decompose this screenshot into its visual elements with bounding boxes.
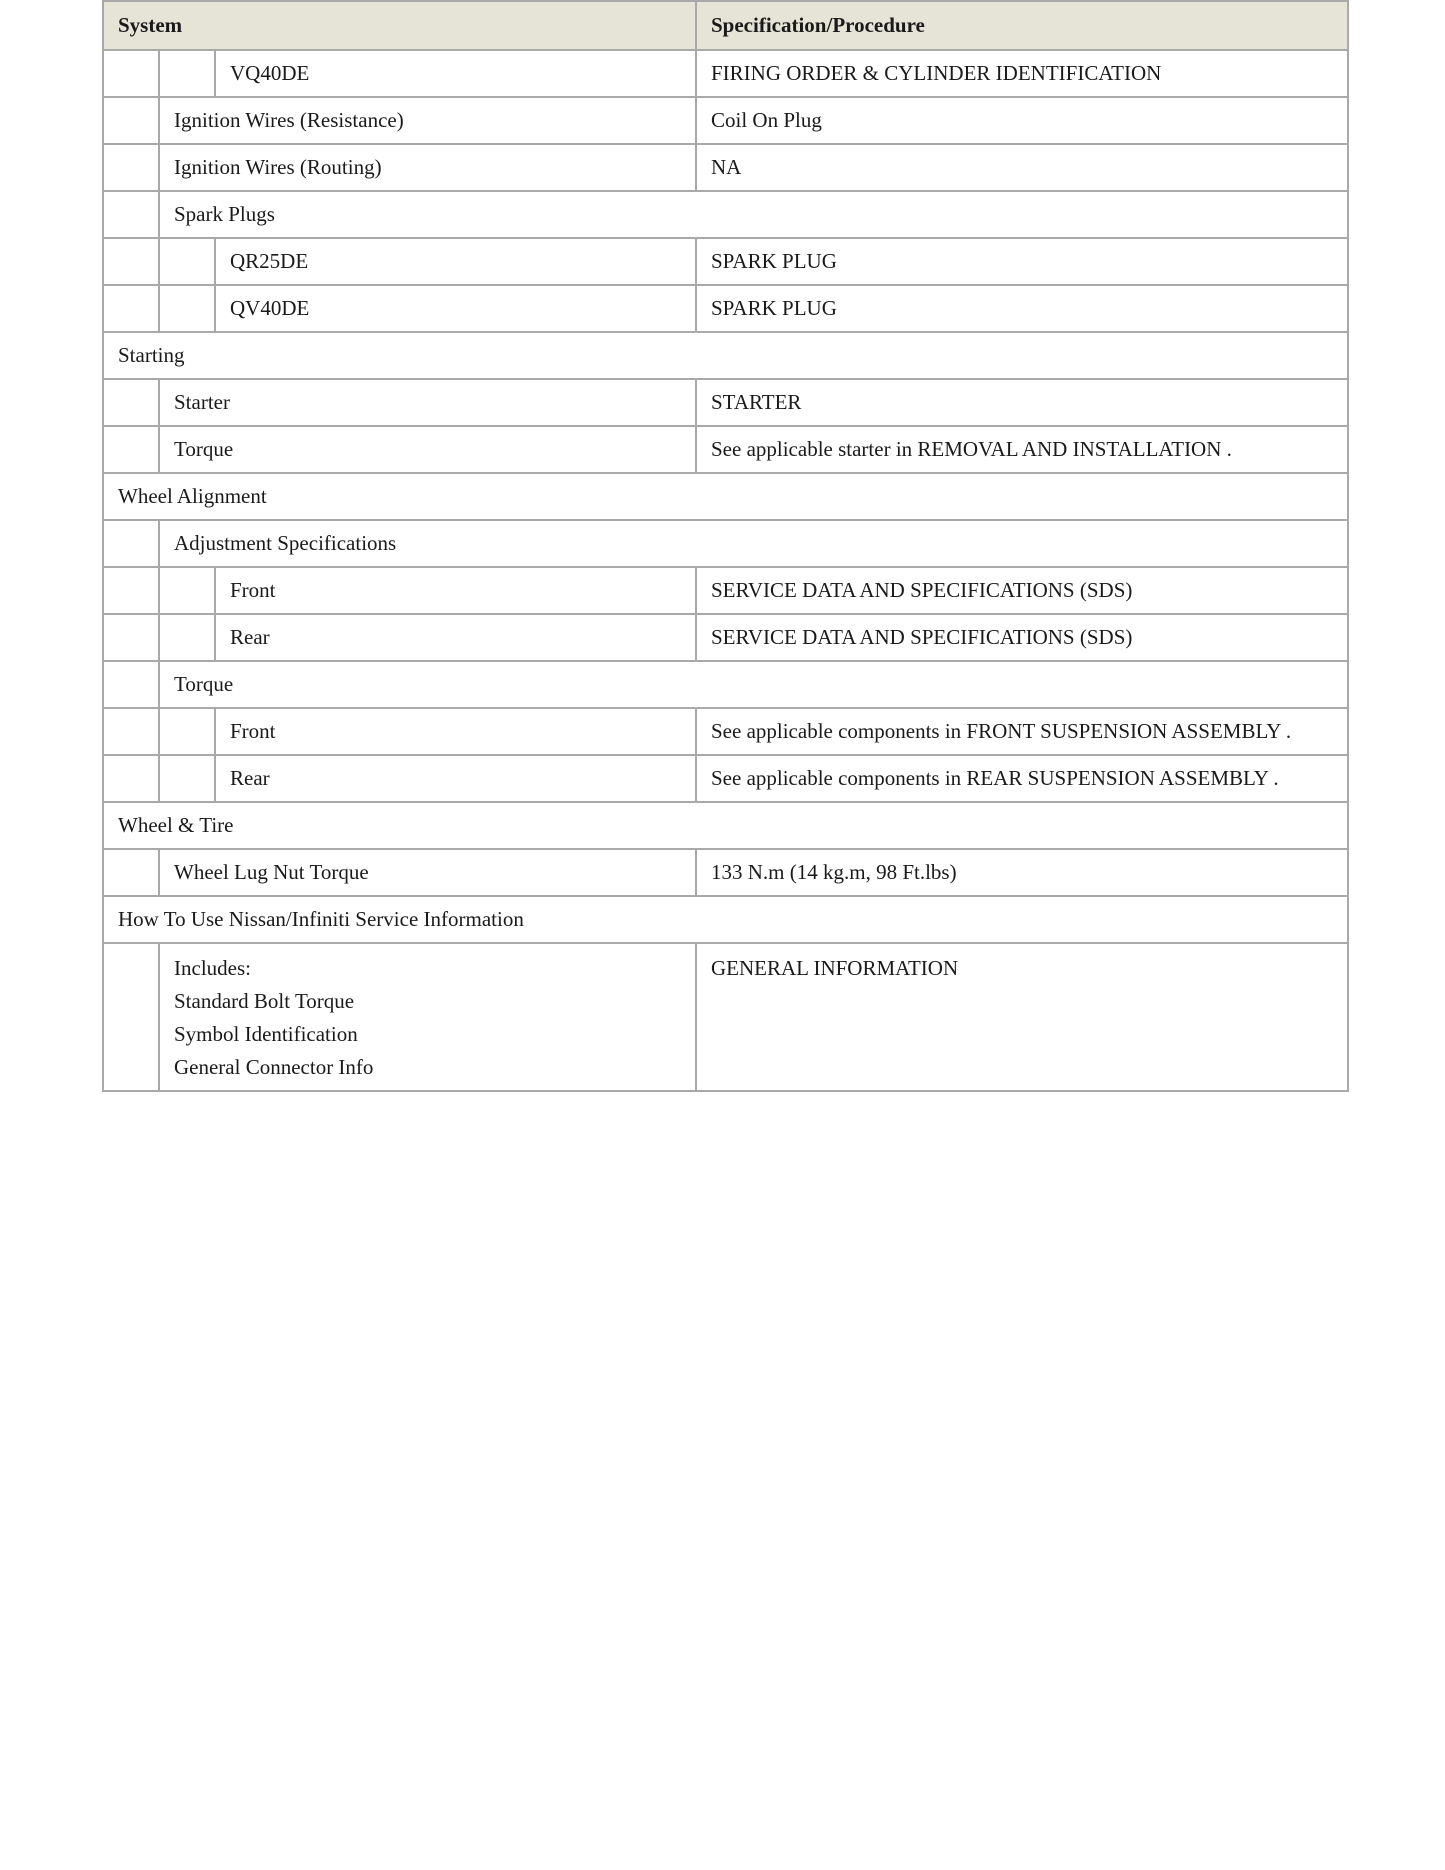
indent-cell: [103, 567, 159, 614]
subsection-label: Spark Plugs: [159, 191, 1348, 238]
row-label: Rear: [215, 614, 696, 661]
row-label: QV40DE: [215, 285, 696, 332]
table-row: [103, 238, 1348, 285]
indent-cell: [103, 379, 159, 426]
indent-cell: [159, 708, 215, 755]
table-row: [103, 426, 1348, 473]
indent-cell: [103, 849, 159, 896]
row-label: Front: [215, 708, 696, 755]
indent-cell: [159, 238, 215, 285]
indent-cell: [103, 708, 159, 755]
table-row: [103, 567, 1348, 614]
table-row: [103, 708, 1348, 755]
section-label: How To Use Nissan/Infiniti Service Information: [103, 896, 1348, 943]
indent-cell: [103, 144, 159, 191]
section-label: Starting: [103, 332, 1348, 379]
includes-line: Standard Bolt Torque: [174, 989, 355, 1013]
includes-line: Includes:: [174, 956, 251, 980]
indent-cell: [103, 50, 159, 97]
table-row: [103, 520, 1348, 567]
header-spec: Specification/Procedure: [696, 1, 1348, 50]
row-spec: See applicable components in REAR SUSPENSION ASSEMBLY .: [696, 755, 1348, 802]
includes-cell: [159, 943, 696, 1091]
row-spec: SERVICE DATA AND SPECIFICATIONS (SDS): [696, 567, 1348, 614]
row-spec: 133 N.m (14 kg.m, 98 Ft.lbs): [696, 849, 1348, 896]
table-row: [103, 50, 1348, 97]
row-label: QR25DE: [215, 238, 696, 285]
table-row: [103, 191, 1348, 238]
row-spec: NA: [696, 144, 1348, 191]
row-label: Wheel Lug Nut Torque: [159, 849, 696, 896]
row-spec: See applicable starter in REMOVAL AND INSTALLATION .: [696, 426, 1348, 473]
table-row: [103, 614, 1348, 661]
header-row: [103, 1, 1348, 50]
indent-cell: [159, 567, 215, 614]
table-row: [103, 943, 1348, 1091]
includes-line: General Connector Info: [174, 1055, 374, 1079]
indent-cell: [103, 97, 159, 144]
table-row: [103, 285, 1348, 332]
row-spec: STARTER: [696, 379, 1348, 426]
indent-cell: [159, 50, 215, 97]
row-label: VQ40DE: [215, 50, 696, 97]
table-row: [103, 802, 1348, 849]
subsection-label: Torque: [159, 661, 1348, 708]
table-row: [103, 144, 1348, 191]
header-system: System: [103, 1, 696, 50]
row-spec: Coil On Plug: [696, 97, 1348, 144]
row-label: Torque: [159, 426, 696, 473]
indent-cell: [103, 426, 159, 473]
section-label: Wheel Alignment: [103, 473, 1348, 520]
indent-cell: [103, 191, 159, 238]
indent-cell: [103, 614, 159, 661]
row-label: Ignition Wires (Resistance): [159, 97, 696, 144]
table-row: [103, 661, 1348, 708]
row-label: Front: [215, 567, 696, 614]
table-row: [103, 896, 1348, 943]
table-row: [103, 473, 1348, 520]
indent-cell: [103, 943, 159, 1091]
section-label: Wheel & Tire: [103, 802, 1348, 849]
row-spec: GENERAL INFORMATION: [696, 943, 1348, 1091]
row-spec: SERVICE DATA AND SPECIFICATIONS (SDS): [696, 614, 1348, 661]
indent-cell: [103, 520, 159, 567]
row-label: Ignition Wires (Routing): [159, 144, 696, 191]
table-row: [103, 332, 1348, 379]
row-spec: SPARK PLUG: [696, 238, 1348, 285]
indent-cell: [159, 614, 215, 661]
indent-cell: [159, 285, 215, 332]
includes-line: Symbol Identification: [174, 1022, 358, 1046]
indent-cell: [103, 238, 159, 285]
row-spec: FIRING ORDER & CYLINDER IDENTIFICATION: [696, 50, 1348, 97]
row-label: Starter: [159, 379, 696, 426]
subsection-label: Adjustment Specifications: [159, 520, 1348, 567]
indent-cell: [103, 661, 159, 708]
indent-cell: [103, 285, 159, 332]
indent-cell: [103, 755, 159, 802]
spec-table: [102, 0, 1349, 1092]
table-row: [103, 97, 1348, 144]
row-spec: SPARK PLUG: [696, 285, 1348, 332]
row-spec: See applicable components in FRONT SUSPENSION ASSEMBLY .: [696, 708, 1348, 755]
table-row: [103, 379, 1348, 426]
row-label: Rear: [215, 755, 696, 802]
table-row: [103, 849, 1348, 896]
table-row: [103, 755, 1348, 802]
indent-cell: [159, 755, 215, 802]
